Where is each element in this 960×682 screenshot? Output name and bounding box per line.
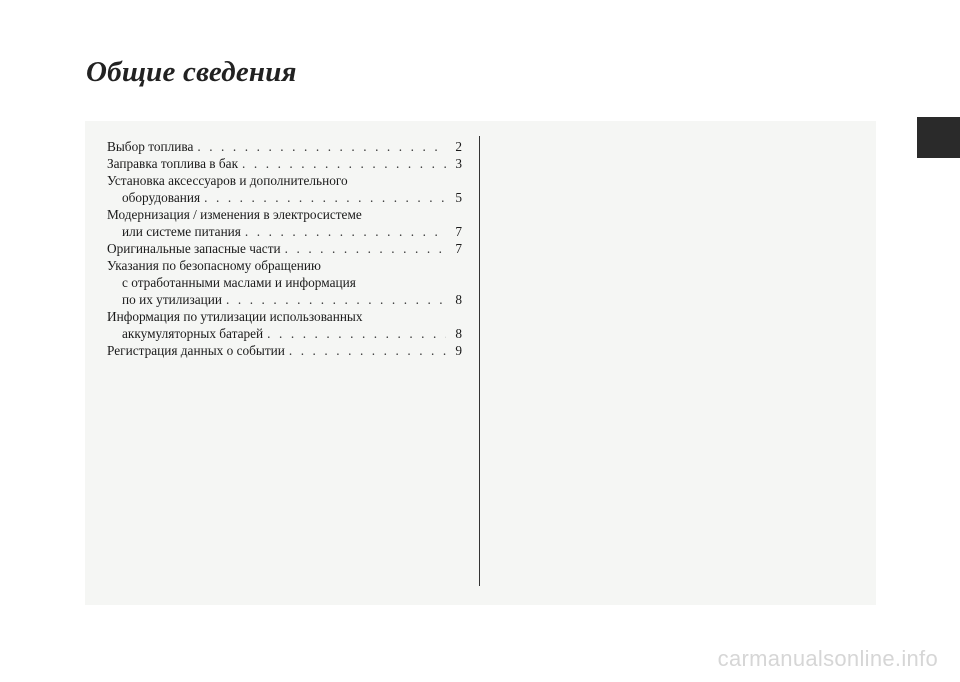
toc-entry[interactable]: [107, 240, 462, 257]
toc-page-number: 7: [455, 224, 462, 239]
dot-leader: [245, 223, 446, 240]
toc-entry[interactable]: [107, 172, 462, 206]
toc-entry-line: [107, 206, 462, 223]
toc-entry[interactable]: [107, 206, 462, 240]
toc-entry-line: [107, 274, 462, 291]
toc-entry-line: [107, 240, 462, 257]
dot-leader: [267, 325, 446, 342]
dot-leader: [204, 189, 446, 206]
toc-entry[interactable]: [107, 257, 462, 308]
toc-entry-line: [107, 325, 462, 342]
toc-entry[interactable]: [107, 342, 462, 359]
dot-leader: [242, 155, 446, 172]
toc-entry-title: Информация по утилизации использованных: [107, 309, 363, 324]
toc-entry-title: с отработанными маслами и информация: [122, 275, 356, 290]
toc-entry-line: [107, 291, 462, 308]
toc-page-number: 5: [455, 190, 462, 205]
watermark: carmanualsonline.info: [717, 646, 938, 671]
toc-entry-title: аккумуляторных батарей: [122, 326, 264, 341]
toc-entry[interactable]: [107, 308, 462, 342]
toc-page-number: 8: [455, 326, 462, 341]
table-of-contents: [107, 138, 462, 359]
toc-entry-title: Модернизация / изменения в электросистеме: [107, 207, 362, 222]
toc-page-number: 2: [455, 139, 462, 154]
toc-entry-title: оборудования: [122, 190, 201, 205]
toc-page-number: 7: [455, 241, 462, 256]
toc-entry-title: Установка аксессуаров и дополнительного: [107, 173, 348, 188]
page-title: Общие сведения: [86, 56, 297, 88]
toc-entry-title: Регистрация данных о событии: [107, 343, 285, 358]
dot-leader: [289, 342, 446, 359]
toc-entry-line: [107, 223, 462, 240]
toc-entry-title: Заправка топлива в бак: [107, 156, 239, 171]
toc-entry-line: [107, 257, 462, 274]
toc-entry-title: по их утилизации: [122, 292, 223, 307]
toc-entry-line: [107, 342, 462, 359]
toc-entry-line: [107, 155, 462, 172]
toc-entry-title: Оригинальные запасные части: [107, 241, 281, 256]
toc-entry[interactable]: [107, 138, 462, 155]
toc-page-number: 8: [455, 292, 462, 307]
toc-page-number: 3: [455, 156, 462, 171]
toc-entry[interactable]: [107, 155, 462, 172]
column-divider: [479, 136, 480, 586]
dot-leader: [197, 138, 446, 155]
toc-entry-line: [107, 172, 462, 189]
section-tab-marker: [917, 117, 960, 158]
dot-leader: [226, 291, 446, 308]
toc-entry-line: [107, 308, 462, 325]
toc-entry-title: Выбор топлива: [107, 139, 194, 154]
toc-entry-line: [107, 189, 462, 206]
toc-page-number: 9: [455, 343, 462, 358]
dot-leader: [285, 240, 446, 257]
toc-entry-line: [107, 138, 462, 155]
toc-entry-title: Указания по безопасному обращению: [107, 258, 321, 273]
toc-entry-title: или системе питания: [122, 224, 241, 239]
